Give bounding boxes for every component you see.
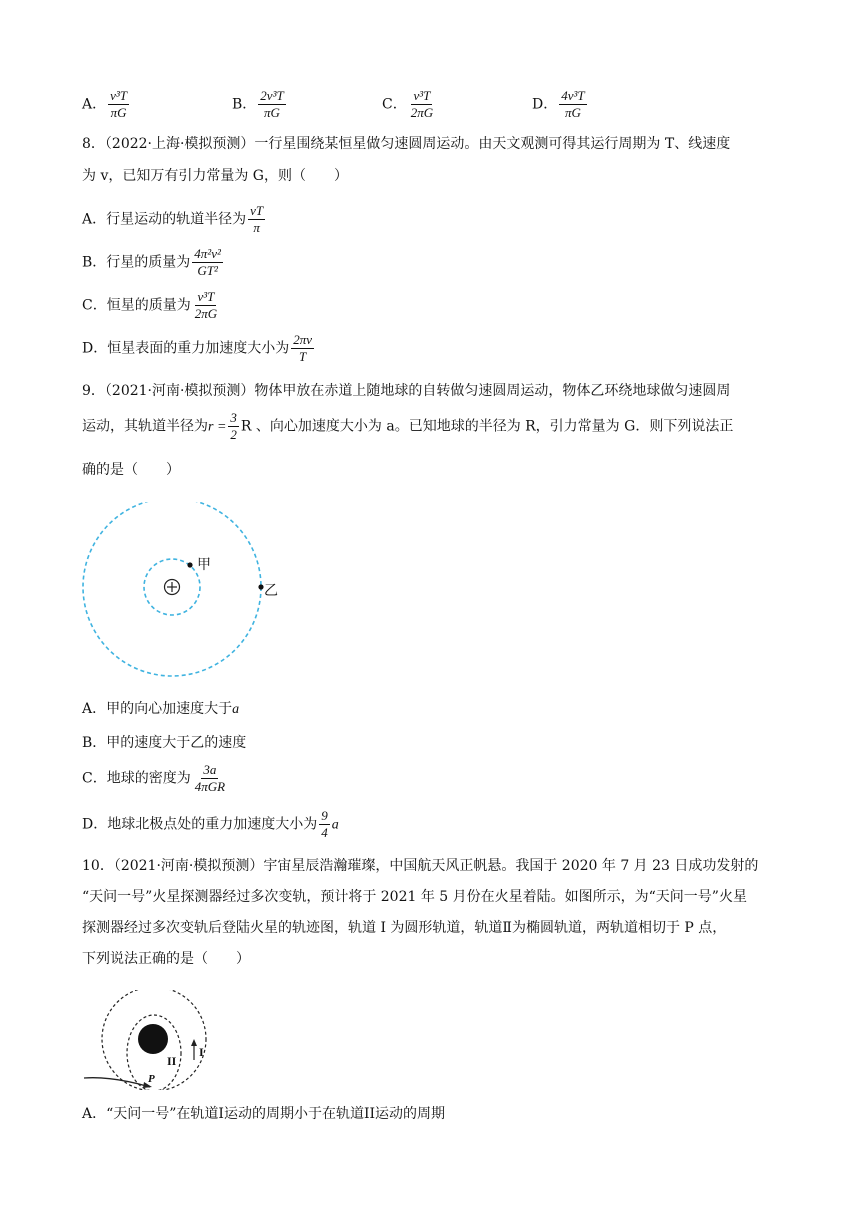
q8-option-a[interactable]: A．行星运动的轨道半径为 $\frac{vT}{\pi}$ [82, 203, 264, 235]
earth-orbit-figure [80, 502, 290, 682]
q10-stem-line: 下列说法正确的是（ ） [82, 951, 250, 967]
mars-planet-icon [138, 1024, 168, 1054]
fraction: $\frac{3}{2}$ [230, 410, 237, 442]
q9-stem-line: 运动，其轨道半径为r = $\frac{3}{2}$ R 、向心加速度大小为 a。已知地球的半径为 R，引力常量为 G．则下列说法正 [82, 410, 734, 442]
label-yi: 乙 [264, 583, 278, 599]
q9-stem-line: 确的是（ ） [82, 462, 180, 478]
q8-stem-line: 8．（2022·上海·模拟预测）一行星围绕某恒星做匀速圆周运动。由天文观测可得其运行周期为 T、线速度 [82, 136, 731, 152]
q10-option-a[interactable]: A．“天问一号”在轨道I运动的周期小于在轨道II运动的周期 [82, 1106, 446, 1122]
q9-option-b[interactable]: B．甲的速度大于乙的速度 [82, 735, 247, 751]
fraction: $\frac{2\pi v}{T}$ [293, 332, 313, 364]
label-point-P: P [148, 1073, 155, 1085]
q7-option-b[interactable]: B． $\frac{\text{2v³T}}{\pi G}$ [232, 88, 284, 120]
q8-option-b[interactable]: B．行星的质量为 $\frac{\text{4π²v²}}{\text{GT²}}$ [82, 246, 221, 278]
label-orbit-II: II [167, 1054, 177, 1068]
q9-option-a[interactable]: A．甲的向心加速度大于a [82, 701, 240, 717]
fraction: $\frac{\text{v³T}}{2\pi G}$ [194, 289, 218, 321]
fraction: $\frac{vT}{\pi}$ [250, 203, 264, 235]
fraction: $\frac{3a}{\text{4πGR}}$ [194, 762, 226, 794]
fraction: $\frac{\text{v³T}}{\pi G}$ [110, 88, 128, 120]
q10-stem-line: 10．（2021·河南·模拟预测）宇宙星辰浩瀚璀璨，中国航天风正帆悬。我国于 2020 年 7 月 23 日成功发射的 [82, 858, 759, 874]
q8-option-d[interactable]: D．恒星表面的重力加速度大小为 $\frac{2\pi v}{T}$ [82, 332, 313, 364]
q10-stem-line: “天问一号”火星探测器经过多次变轨，预计将于 2021 年 5 月份在火星着陆。如图所示，为“天问一号”火星 [82, 889, 747, 905]
fraction: $\frac{\text{4v³T}}{\pi G}$ [561, 88, 585, 120]
label-orbit-I: I [199, 1045, 204, 1059]
q9-stem-line: 9．（2021·河南·模拟预测）物体甲放在赤道上随地球的自转做匀速圆周运动，物体乙环绕地球做匀速圆周 [82, 383, 731, 399]
q8-option-c[interactable]: C．恒星的质量为 $\frac{\text{v³T}}{2\pi G}$ [82, 289, 218, 321]
q10-stem-line: 探测器经过多次变轨后登陆火星的轨迹图，轨道 I 为圆形轨道，轨道Ⅱ为椭圆轨道，两轨道相切于 P 点， [82, 920, 727, 936]
q9-option-d[interactable]: D．地球北极点处的重力加速度大小为 $\frac{9}{4}$ a [82, 808, 339, 840]
q9-option-c[interactable]: C．地球的密度为 $\frac{3a}{\text{4πGR}}$ [82, 762, 226, 794]
fraction: $\frac{\text{4π²v²}}{\text{GT²}}$ [194, 246, 221, 278]
label-jia: 甲 [197, 557, 211, 573]
mars-orbit-figure [82, 990, 222, 1090]
q7-option-d[interactable]: D． $\frac{\text{4v³T}}{\pi G}$ [532, 88, 585, 120]
object-jia-dot [187, 562, 192, 567]
fraction: $\frac{9}{4}$ [321, 808, 328, 840]
object-yi-dot [258, 584, 263, 589]
fraction: $\frac{\text{v³T}}{2\pi G}$ [410, 88, 434, 120]
q8-stem-line: 为 v，已知万有引力常量为 G，则（ ） [82, 168, 348, 184]
fraction: $\frac{\text{2v³T}}{\pi G}$ [260, 88, 284, 120]
q7-option-c[interactable]: C． $\frac{\text{v³T}}{2\pi G}$ [382, 88, 434, 120]
q7-option-a[interactable]: A． $\frac{\text{v³T}}{\pi G}$ [82, 88, 128, 120]
direction-arrow-icon [191, 1039, 197, 1046]
